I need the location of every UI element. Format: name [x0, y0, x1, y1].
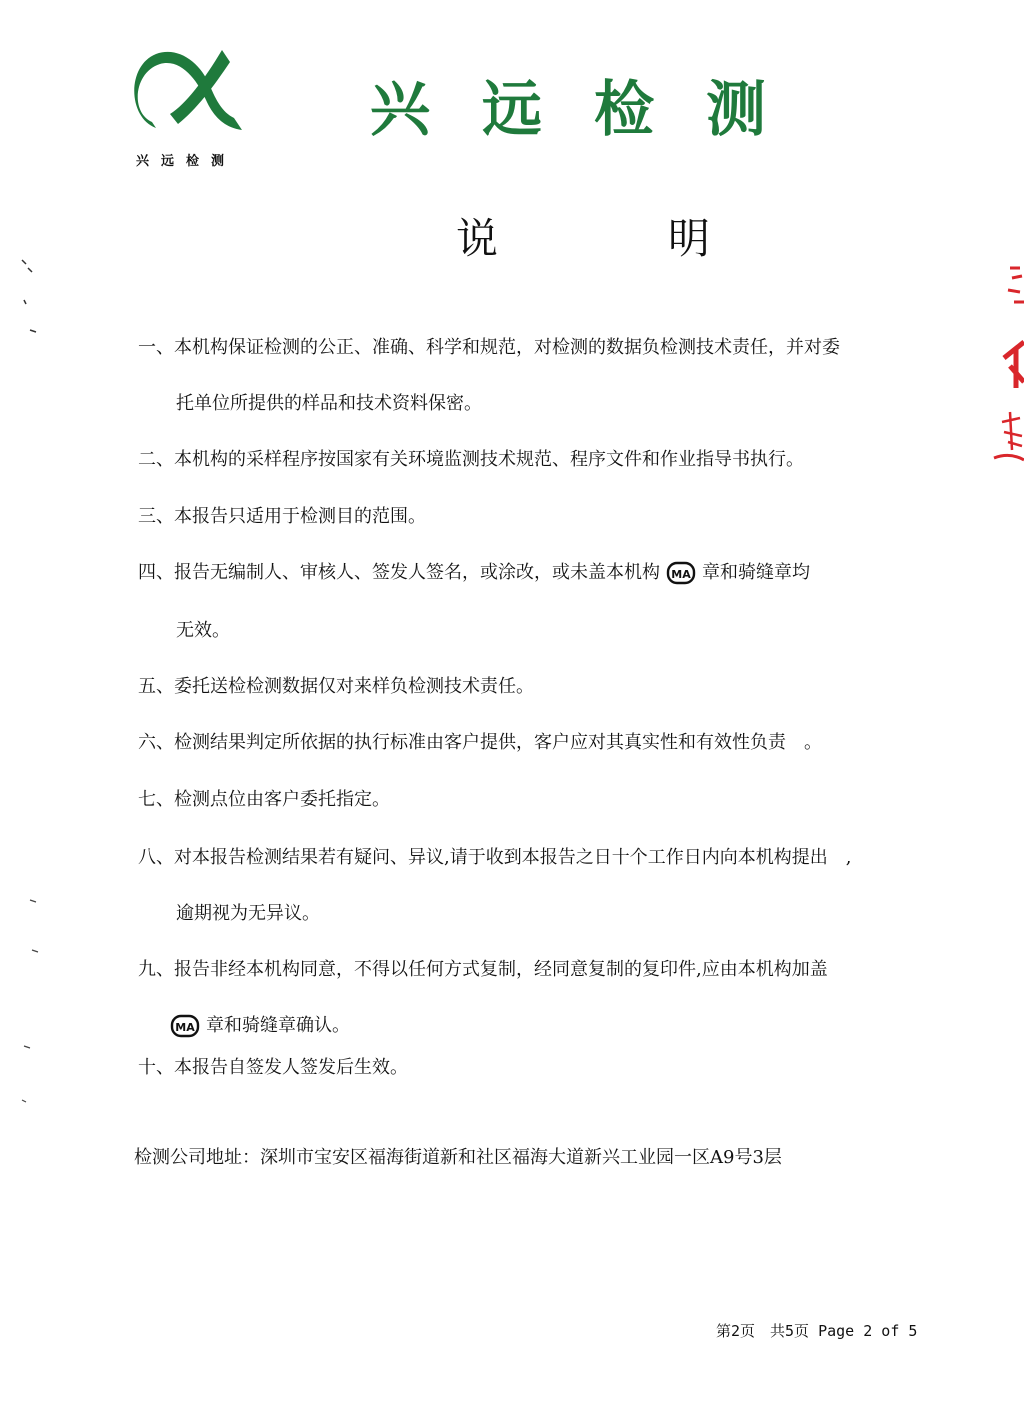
company-logo-icon — [130, 42, 250, 142]
ma-stamp-icon — [666, 561, 696, 585]
scan-artifacts — [16, 250, 46, 1150]
company-name: 兴远检测 — [370, 75, 818, 145]
clause-4-text-after: 章和骑缝章均 — [702, 562, 810, 583]
clause-3: 三、本报告只适用于检测目的范围。 — [138, 506, 426, 527]
seam-stamp-icon — [990, 262, 1024, 472]
clause-4-line-1 — [138, 561, 938, 585]
ma-stamp-text: MA — [671, 568, 691, 581]
company-address: 检测公司地址：深圳市宝安区福海街道新和社区福海大道新兴工业园一区A9号3层 — [134, 1147, 782, 1168]
clause-9-line-2 — [164, 1014, 964, 1038]
clause-8-line-1: 八、对本报告检测结果若有疑问、异议,请于收到本报告之日十个工作日内向本机构提出 , — [138, 847, 852, 868]
logo-subtitle: 兴远检测 — [136, 154, 237, 169]
clause-10: 十、本报告自签发人签发后生效。 — [138, 1057, 408, 1078]
clause-6: 六、检测结果判定所依据的执行标准由客户提供，客户应对其真实性和有效性负责 。 — [138, 732, 822, 753]
page-title: 说 明 — [456, 214, 775, 263]
clause-7: 七、检测点位由客户委托指定。 — [138, 789, 390, 810]
clause-5: 五、委托送检检测数据仅对来样负检测技术责任。 — [138, 676, 534, 697]
clause-9-text-after: 章和骑缝章确认。 — [206, 1015, 350, 1036]
clause-1-line-1: 一、本机构保证检测的公正、准确、科学和规范，对检测的数据负检测技术责任，并对委 — [138, 337, 840, 358]
ma-stamp-icon — [170, 1014, 200, 1038]
clause-4-text-before: 四、报告无编制人、审核人、签发人签名，或涂改，或未盖本机构 — [138, 562, 660, 583]
clause-9-line-1: 九、报告非经本机构同意，不得以任何方式复制，经同意复制的复印件,应由本机构加盖 — [138, 959, 828, 980]
clause-4-line-2: 无效。 — [176, 620, 230, 641]
clause-1-line-2: 托单位所提供的样品和技术资料保密。 — [176, 393, 482, 414]
page-number: 第2页 共5页 Page 2 of 5 — [716, 1322, 918, 1340]
clause-8-line-2: 逾期视为无异议。 — [176, 903, 320, 924]
clause-2: 二、本机构的采样程序按国家有关环境监测技术规范、程序文件和作业指导书执行。 — [138, 449, 804, 470]
ma-stamp-text: MA — [175, 1021, 195, 1034]
